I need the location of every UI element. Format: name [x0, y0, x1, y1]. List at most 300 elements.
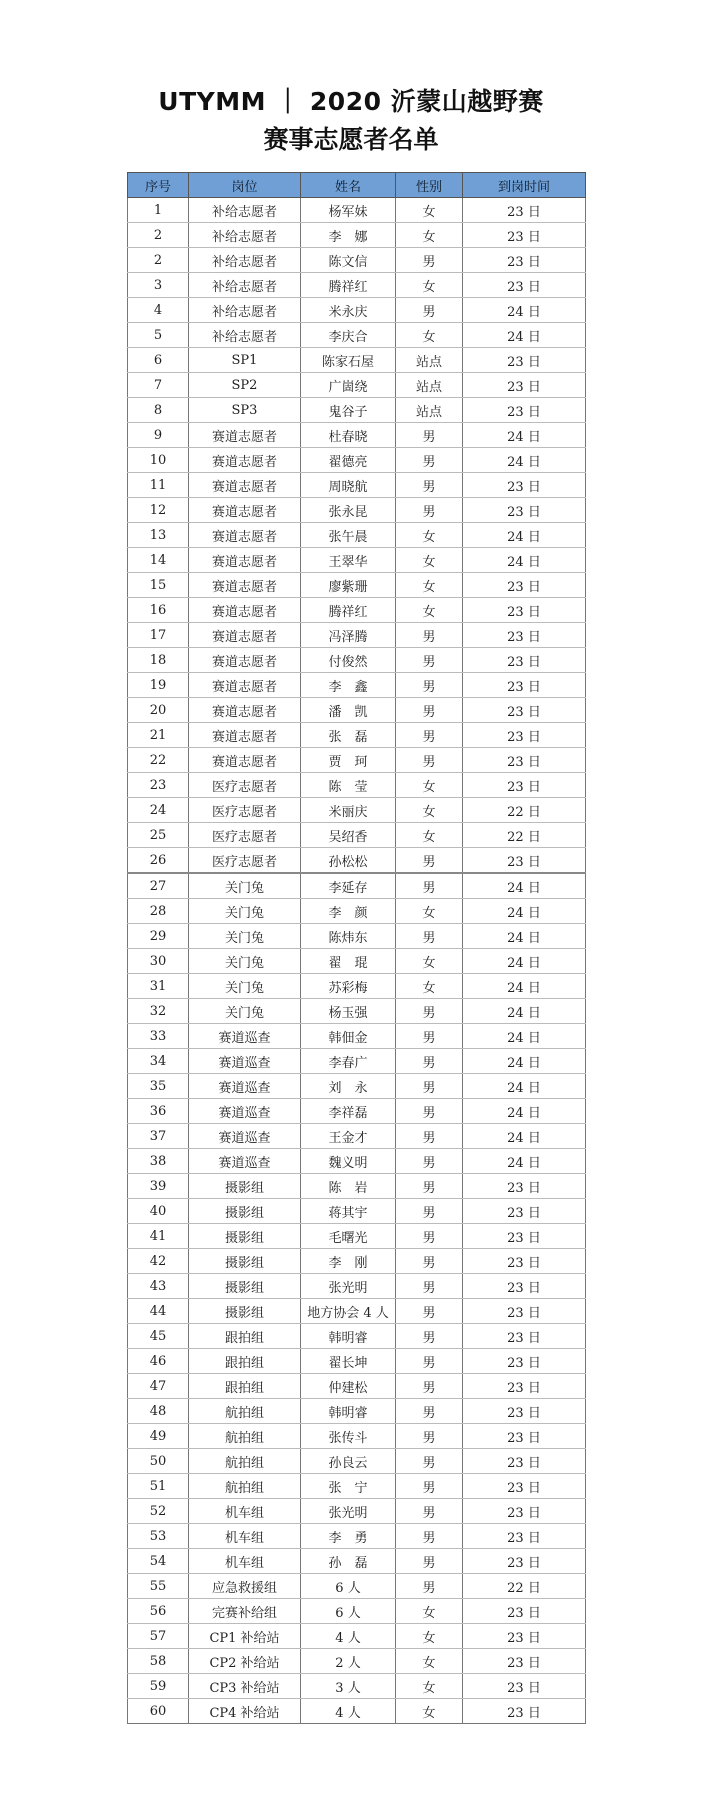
table-row	[128, 1574, 586, 1599]
cell-gender: 站点	[396, 398, 463, 423]
cell-index: 52	[128, 1499, 189, 1524]
cell-position: 补给志愿者	[189, 223, 301, 248]
cell-position: 航拍组	[189, 1424, 301, 1449]
cell-position: 摄影组	[189, 1174, 301, 1199]
cell-position: 航拍组	[189, 1449, 301, 1474]
table-row	[128, 1474, 586, 1499]
cell-name: 腾祥红	[301, 598, 396, 623]
cell-position: 机车组	[189, 1524, 301, 1549]
cell-index: 34	[128, 1049, 189, 1074]
cell-gender: 女	[396, 598, 463, 623]
cell-gender: 男	[396, 999, 463, 1024]
cell-gender: 女	[396, 548, 463, 573]
cell-gender: 男	[396, 1224, 463, 1249]
cell-index: 23	[128, 773, 189, 798]
table-row	[128, 1349, 586, 1374]
cell-index: 22	[128, 748, 189, 773]
cell-name: 张传斗	[301, 1424, 396, 1449]
cell-gender: 女	[396, 573, 463, 598]
cell-index: 3	[128, 273, 189, 298]
cell-position: 完赛补给组	[189, 1599, 301, 1624]
cell-position: SP1	[189, 348, 301, 373]
cell-name: 陈炜东	[301, 924, 396, 949]
cell-arrival-time: 23 日	[463, 1549, 586, 1574]
cell-name: 韩明睿	[301, 1324, 396, 1349]
cell-index: 41	[128, 1224, 189, 1249]
cell-gender: 女	[396, 323, 463, 348]
table-row	[128, 373, 586, 398]
cell-gender: 女	[396, 1599, 463, 1624]
cell-name: 仲建松	[301, 1374, 396, 1399]
cell-gender: 男	[396, 1024, 463, 1049]
cell-name: 翟 琨	[301, 949, 396, 974]
cell-gender: 男	[396, 1124, 463, 1149]
cell-index: 8	[128, 398, 189, 423]
cell-arrival-time: 23 日	[463, 348, 586, 373]
cell-gender: 男	[396, 1074, 463, 1099]
table-row	[128, 924, 586, 949]
cell-index: 57	[128, 1624, 189, 1649]
cell-arrival-time: 23 日	[463, 1624, 586, 1649]
table-row	[128, 748, 586, 773]
cell-position: SP3	[189, 398, 301, 423]
cell-gender: 男	[396, 1424, 463, 1449]
table-row	[128, 1674, 586, 1699]
cell-name: 翟长坤	[301, 1349, 396, 1374]
cell-index: 43	[128, 1274, 189, 1299]
cell-index: 11	[128, 473, 189, 498]
cell-arrival-time: 23 日	[463, 648, 586, 673]
cell-name: 张光明	[301, 1274, 396, 1299]
cell-name: 张午晨	[301, 523, 396, 548]
table-row	[128, 298, 586, 323]
cell-arrival-time: 23 日	[463, 1474, 586, 1499]
cell-position: 赛道志愿者	[189, 523, 301, 548]
cell-index: 32	[128, 999, 189, 1024]
cell-name: 孙 磊	[301, 1549, 396, 1574]
cell-gender: 女	[396, 823, 463, 848]
cell-position: 关门兔	[189, 949, 301, 974]
cell-gender: 男	[396, 924, 463, 949]
cell-gender: 女	[396, 1624, 463, 1649]
cell-gender: 男	[396, 748, 463, 773]
cell-arrival-time: 23 日	[463, 223, 586, 248]
cell-arrival-time: 23 日	[463, 1599, 586, 1624]
cell-arrival-time: 24 日	[463, 298, 586, 323]
cell-name: 贾 珂	[301, 748, 396, 773]
cell-arrival-time: 22 日	[463, 823, 586, 848]
cell-index: 20	[128, 698, 189, 723]
header-position: 岗位	[189, 173, 301, 198]
table-row	[128, 1074, 586, 1099]
cell-position: 补给志愿者	[189, 248, 301, 273]
cell-name: 张 磊	[301, 723, 396, 748]
cell-index: 18	[128, 648, 189, 673]
cell-gender: 男	[396, 623, 463, 648]
cell-arrival-time: 23 日	[463, 1224, 586, 1249]
cell-gender: 女	[396, 198, 463, 223]
cell-name: 李 颜	[301, 899, 396, 924]
cell-index: 19	[128, 673, 189, 698]
cell-index: 15	[128, 573, 189, 598]
cell-arrival-time: 23 日	[463, 698, 586, 723]
cell-index: 31	[128, 974, 189, 999]
cell-arrival-time: 23 日	[463, 623, 586, 648]
cell-arrival-time: 23 日	[463, 1299, 586, 1324]
cell-position: 跟拍组	[189, 1349, 301, 1374]
cell-arrival-time: 23 日	[463, 1674, 586, 1699]
cell-name: 冯泽腾	[301, 623, 396, 648]
cell-arrival-time: 22 日	[463, 798, 586, 823]
cell-arrival-time: 24 日	[463, 1049, 586, 1074]
cell-name: 4 人	[301, 1699, 396, 1724]
cell-index: 33	[128, 1024, 189, 1049]
cell-gender: 女	[396, 773, 463, 798]
cell-name: 苏彩梅	[301, 974, 396, 999]
cell-position: 关门兔	[189, 899, 301, 924]
cell-index: 30	[128, 949, 189, 974]
cell-gender: 男	[396, 1449, 463, 1474]
cell-position: 赛道志愿者	[189, 573, 301, 598]
cell-arrival-time: 23 日	[463, 573, 586, 598]
cell-name: 张永昆	[301, 498, 396, 523]
cell-index: 16	[128, 598, 189, 623]
table-row	[128, 1274, 586, 1299]
cell-index: 4	[128, 298, 189, 323]
cell-name: 韩佃金	[301, 1024, 396, 1049]
volunteer-table	[127, 172, 586, 1724]
cell-gender: 女	[396, 1649, 463, 1674]
table-row	[128, 798, 586, 823]
table-row	[128, 1174, 586, 1199]
table-header-row	[128, 173, 586, 198]
cell-arrival-time: 24 日	[463, 1074, 586, 1099]
cell-name: 刘 永	[301, 1074, 396, 1099]
cell-name: 陈文信	[301, 248, 396, 273]
cell-position: 赛道志愿者	[189, 623, 301, 648]
table-row	[128, 1299, 586, 1324]
cell-index: 60	[128, 1699, 189, 1724]
cell-gender: 女	[396, 1674, 463, 1699]
cell-position: 医疗志愿者	[189, 798, 301, 823]
cell-index: 5	[128, 323, 189, 348]
table-row	[128, 1549, 586, 1574]
header-name: 姓名	[301, 173, 396, 198]
table-row	[128, 348, 586, 373]
cell-position: 医疗志愿者	[189, 823, 301, 848]
table-row	[128, 873, 586, 899]
cell-gender: 女	[396, 223, 463, 248]
cell-name: 廖紫珊	[301, 573, 396, 598]
document-subtitle: 赛事志愿者名单	[263, 125, 439, 154]
cell-gender: 男	[396, 1199, 463, 1224]
cell-gender: 男	[396, 498, 463, 523]
cell-arrival-time: 23 日	[463, 1499, 586, 1524]
table-row	[128, 1099, 586, 1124]
cell-name: 毛曙光	[301, 1224, 396, 1249]
cell-index: 38	[128, 1149, 189, 1174]
cell-position: 赛道志愿者	[189, 723, 301, 748]
cell-arrival-time: 23 日	[463, 723, 586, 748]
cell-index: 27	[128, 873, 189, 899]
cell-name: 腾祥红	[301, 273, 396, 298]
cell-index: 12	[128, 498, 189, 523]
cell-gender: 男	[396, 1149, 463, 1174]
cell-position: 摄影组	[189, 1249, 301, 1274]
table-row	[128, 698, 586, 723]
cell-name: 杜春晓	[301, 423, 396, 448]
cell-index: 49	[128, 1424, 189, 1449]
table-row	[128, 999, 586, 1024]
cell-index: 46	[128, 1349, 189, 1374]
table-row	[128, 523, 586, 548]
cell-name: 吴绍香	[301, 823, 396, 848]
cell-arrival-time: 23 日	[463, 1449, 586, 1474]
cell-gender: 男	[396, 1049, 463, 1074]
table-row	[128, 648, 586, 673]
cell-name: 付俊然	[301, 648, 396, 673]
cell-gender: 女	[396, 974, 463, 999]
cell-position: 赛道志愿者	[189, 648, 301, 673]
table-row	[128, 498, 586, 523]
cell-arrival-time: 23 日	[463, 1249, 586, 1274]
cell-gender: 男	[396, 1399, 463, 1424]
cell-index: 48	[128, 1399, 189, 1424]
table-row	[128, 1649, 586, 1674]
table-row	[128, 423, 586, 448]
table-row	[128, 1624, 586, 1649]
cell-index: 47	[128, 1374, 189, 1399]
cell-name: 张光明	[301, 1499, 396, 1524]
cell-name: 蒋其宇	[301, 1199, 396, 1224]
table-row	[128, 223, 586, 248]
cell-position: 关门兔	[189, 873, 301, 899]
cell-index: 1	[128, 198, 189, 223]
cell-index: 55	[128, 1574, 189, 1599]
cell-position: CP3 补给站	[189, 1674, 301, 1699]
cell-index: 26	[128, 848, 189, 874]
cell-name: 翟德亮	[301, 448, 396, 473]
cell-name: 李 娜	[301, 223, 396, 248]
cell-arrival-time: 23 日	[463, 848, 586, 874]
cell-index: 54	[128, 1549, 189, 1574]
cell-arrival-time: 24 日	[463, 924, 586, 949]
cell-name: 孙良云	[301, 1449, 396, 1474]
cell-gender: 站点	[396, 348, 463, 373]
cell-gender: 女	[396, 1699, 463, 1724]
cell-arrival-time: 24 日	[463, 999, 586, 1024]
cell-name: 陈家石屋	[301, 348, 396, 373]
cell-gender: 男	[396, 473, 463, 498]
cell-position: 摄影组	[189, 1199, 301, 1224]
table-row	[128, 1149, 586, 1174]
table-row	[128, 1599, 586, 1624]
cell-name: 3 人	[301, 1674, 396, 1699]
cell-arrival-time: 23 日	[463, 1274, 586, 1299]
cell-gender: 女	[396, 949, 463, 974]
cell-position: 补给志愿者	[189, 298, 301, 323]
cell-gender: 男	[396, 1299, 463, 1324]
table-row	[128, 773, 586, 798]
cell-index: 35	[128, 1074, 189, 1099]
cell-position: CP2 补给站	[189, 1649, 301, 1674]
cell-index: 45	[128, 1324, 189, 1349]
cell-gender: 男	[396, 1349, 463, 1374]
cell-name: 地方协会 4 人	[301, 1299, 396, 1324]
cell-index: 39	[128, 1174, 189, 1199]
cell-position: CP4 补给站	[189, 1699, 301, 1724]
cell-gender: 男	[396, 448, 463, 473]
cell-gender: 男	[396, 1099, 463, 1124]
table-row	[128, 1699, 586, 1724]
cell-position: 跟拍组	[189, 1374, 301, 1399]
cell-position: 补给志愿者	[189, 323, 301, 348]
cell-position: 关门兔	[189, 999, 301, 1024]
cell-index: 2	[128, 223, 189, 248]
header-arrival-time: 到岗时间	[463, 173, 586, 198]
cell-arrival-time: 24 日	[463, 1099, 586, 1124]
cell-arrival-time: 23 日	[463, 1524, 586, 1549]
cell-name: 2 人	[301, 1649, 396, 1674]
cell-position: 赛道巡查	[189, 1024, 301, 1049]
cell-name: 6 人	[301, 1599, 396, 1624]
cell-name: 孙松松	[301, 848, 396, 874]
header-gender: 性别	[396, 173, 463, 198]
table-row	[128, 548, 586, 573]
cell-position: 补给志愿者	[189, 273, 301, 298]
table-row	[128, 198, 586, 223]
cell-index: 7	[128, 373, 189, 398]
cell-gender: 男	[396, 1324, 463, 1349]
cell-gender: 男	[396, 1549, 463, 1574]
cell-position: 赛道志愿者	[189, 748, 301, 773]
cell-name: 杨军妹	[301, 198, 396, 223]
table-row	[128, 1399, 586, 1424]
cell-arrival-time: 23 日	[463, 398, 586, 423]
cell-position: 赛道巡查	[189, 1049, 301, 1074]
cell-name: 米丽庆	[301, 798, 396, 823]
cell-arrival-time: 22 日	[463, 1574, 586, 1599]
cell-arrival-time: 24 日	[463, 1149, 586, 1174]
table-row	[128, 1449, 586, 1474]
cell-gender: 男	[396, 1174, 463, 1199]
table-row	[128, 848, 586, 874]
table-row	[128, 573, 586, 598]
cell-index: 42	[128, 1249, 189, 1274]
cell-arrival-time: 24 日	[463, 548, 586, 573]
cell-gender: 男	[396, 648, 463, 673]
cell-gender: 女	[396, 899, 463, 924]
cell-arrival-time: 23 日	[463, 598, 586, 623]
header-index: 序号	[128, 173, 189, 198]
cell-arrival-time: 23 日	[463, 1174, 586, 1199]
cell-index: 2	[128, 248, 189, 273]
table-row	[128, 949, 586, 974]
cell-position: 赛道志愿者	[189, 423, 301, 448]
cell-name: 李延存	[301, 873, 396, 899]
cell-position: 赛道志愿者	[189, 698, 301, 723]
table-row	[128, 1324, 586, 1349]
cell-position: 赛道巡查	[189, 1099, 301, 1124]
cell-arrival-time: 23 日	[463, 498, 586, 523]
cell-index: 58	[128, 1649, 189, 1674]
cell-name: 广崮绕	[301, 373, 396, 398]
table-row	[128, 1424, 586, 1449]
cell-index: 59	[128, 1674, 189, 1699]
cell-name: 鬼谷子	[301, 398, 396, 423]
cell-index: 40	[128, 1199, 189, 1224]
table-row	[128, 823, 586, 848]
table-row	[128, 1199, 586, 1224]
cell-gender: 男	[396, 298, 463, 323]
table-row	[128, 273, 586, 298]
cell-index: 10	[128, 448, 189, 473]
cell-gender: 男	[396, 1274, 463, 1299]
cell-position: 赛道志愿者	[189, 673, 301, 698]
cell-arrival-time: 23 日	[463, 273, 586, 298]
cell-name: 张 宁	[301, 1474, 396, 1499]
cell-position: 赛道志愿者	[189, 448, 301, 473]
cell-index: 14	[128, 548, 189, 573]
cell-index: 9	[128, 423, 189, 448]
cell-gender: 男	[396, 1524, 463, 1549]
cell-arrival-time: 23 日	[463, 373, 586, 398]
cell-arrival-time: 23 日	[463, 1399, 586, 1424]
table-row	[128, 899, 586, 924]
cell-arrival-time: 24 日	[463, 423, 586, 448]
table-row	[128, 1524, 586, 1549]
cell-name: 米永庆	[301, 298, 396, 323]
cell-position: 赛道志愿者	[189, 498, 301, 523]
table-row	[128, 1374, 586, 1399]
cell-arrival-time: 23 日	[463, 1424, 586, 1449]
cell-gender: 男	[396, 1574, 463, 1599]
cell-position: CP1 补给站	[189, 1624, 301, 1649]
cell-gender: 女	[396, 798, 463, 823]
table-row	[128, 623, 586, 648]
cell-index: 37	[128, 1124, 189, 1149]
table-row	[128, 1249, 586, 1274]
cell-arrival-time: 23 日	[463, 473, 586, 498]
cell-position: 摄影组	[189, 1299, 301, 1324]
cell-index: 21	[128, 723, 189, 748]
cell-arrival-time: 23 日	[463, 1349, 586, 1374]
cell-gender: 女	[396, 273, 463, 298]
cell-index: 17	[128, 623, 189, 648]
cell-position: SP2	[189, 373, 301, 398]
cell-name: 韩明睿	[301, 1399, 396, 1424]
cell-name: 李庆合	[301, 323, 396, 348]
cell-name: 6 人	[301, 1574, 396, 1599]
cell-position: 赛道志愿者	[189, 548, 301, 573]
cell-name: 李春广	[301, 1049, 396, 1074]
cell-index: 44	[128, 1299, 189, 1324]
cell-name: 陈 岩	[301, 1174, 396, 1199]
table-row	[128, 1224, 586, 1249]
cell-gender: 男	[396, 698, 463, 723]
cell-gender: 男	[396, 423, 463, 448]
table-row	[128, 398, 586, 423]
cell-name: 潘 凯	[301, 698, 396, 723]
cell-name: 4 人	[301, 1624, 396, 1649]
cell-position: 赛道志愿者	[189, 473, 301, 498]
cell-position: 机车组	[189, 1549, 301, 1574]
cell-arrival-time: 24 日	[463, 1024, 586, 1049]
cell-name: 李祥磊	[301, 1099, 396, 1124]
cell-index: 29	[128, 924, 189, 949]
cell-arrival-time: 23 日	[463, 748, 586, 773]
cell-index: 50	[128, 1449, 189, 1474]
